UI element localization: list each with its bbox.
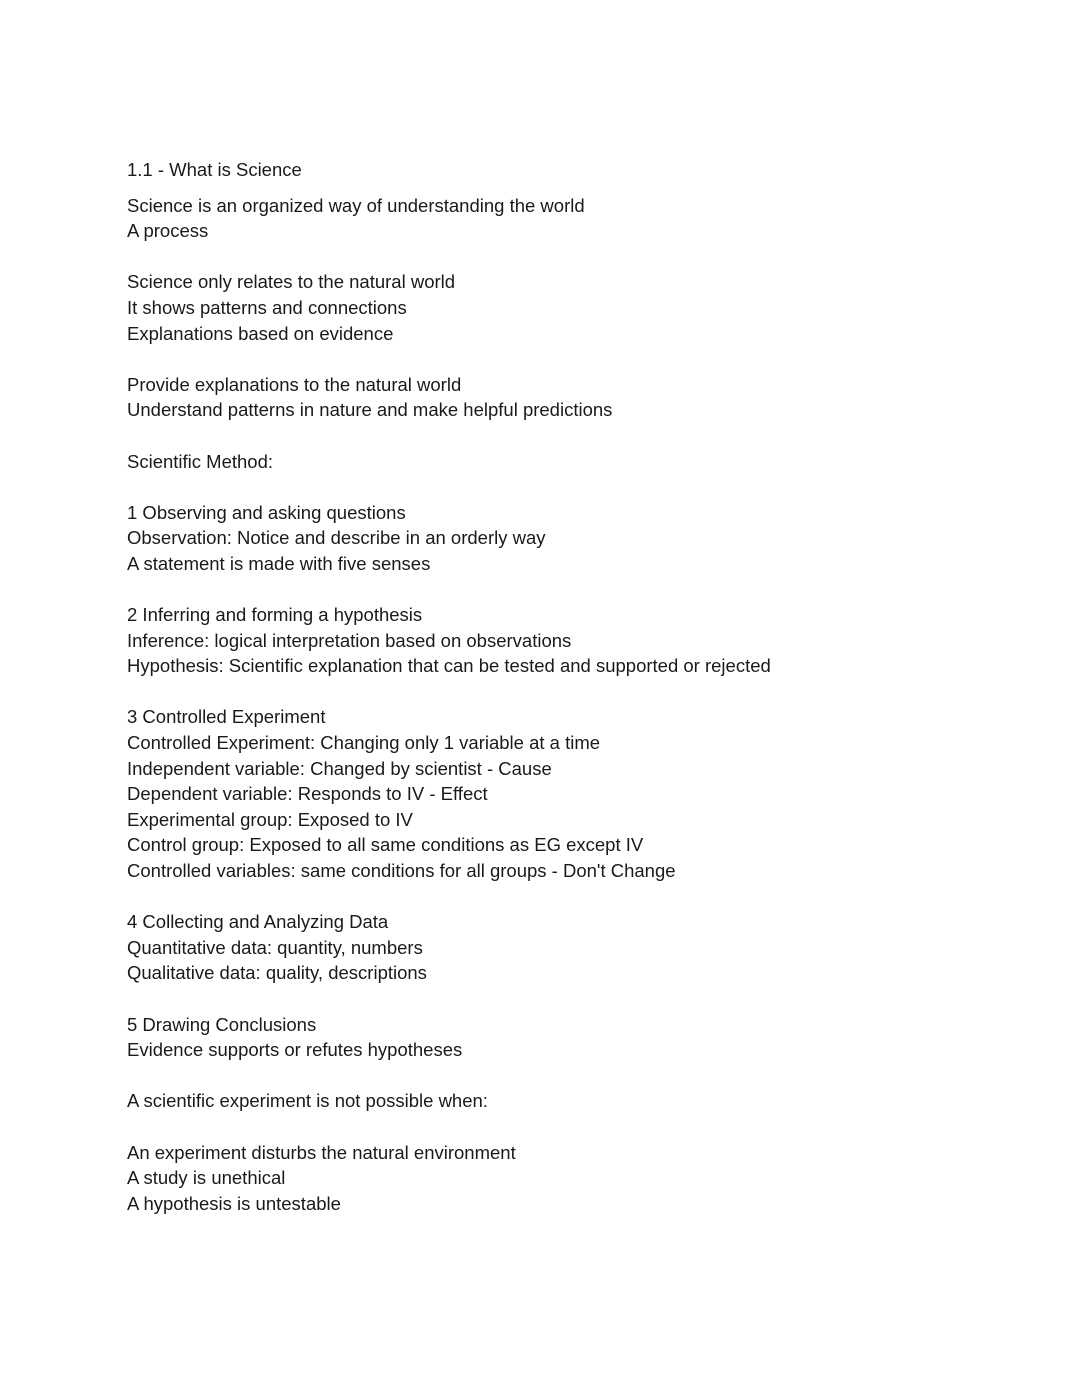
text-line: Controlled variables: same conditions for all groups - Don't Change (127, 860, 676, 882)
text-line: Quantitative data: quantity, numbers (127, 936, 423, 958)
step-data (127, 909, 1027, 986)
step-observing (127, 500, 1027, 577)
text-line: Control group: Exposed to all same conditions as EG except IV (127, 834, 644, 856)
text-line: Controlled Experiment: Changing only 1 variable at a time (127, 732, 601, 754)
step-controlled-experiment (127, 704, 1027, 883)
section-heading: A scientific experiment is not possible when: (127, 1090, 488, 1112)
document-title: 1.1 - What is Science (127, 159, 302, 180)
paragraph-limitations (127, 1140, 1027, 1217)
text-line: Provide explanations to the natural world (127, 373, 462, 395)
paragraph-definition (127, 193, 1027, 244)
step-heading: 1 Observing and asking questions (127, 501, 406, 523)
text-line: An experiment disturbs the natural environment (127, 1141, 516, 1163)
text-line: Hypothesis: Scientific explanation that can be tested and supported or rejected (127, 655, 771, 677)
step-conclusions (127, 1012, 1027, 1063)
text-line: A hypothesis is untestable (127, 1192, 341, 1214)
text-line: Qualitative data: quality, descriptions (127, 962, 427, 984)
text-line: Dependent variable: Responds to IV - Effect (127, 783, 488, 805)
text-line: Understand patterns in nature and make helpful predictions (127, 399, 613, 421)
section-heading-not-possible (127, 1088, 1027, 1114)
text-line: A study is unethical (127, 1167, 286, 1189)
text-line: It shows patterns and connections (127, 296, 407, 318)
step-heading: 4 Collecting and Analyzing Data (127, 911, 389, 933)
text-line: Evidence supports or refutes hypotheses (127, 1039, 463, 1061)
text-line: Independent variable: Changed by scientist - Cause (127, 757, 552, 779)
document-body (127, 157, 1027, 1242)
paragraph-goals (127, 372, 1027, 423)
text-line: Experimental group: Exposed to IV (127, 808, 413, 830)
text-line: Science is an organized way of understanding the world (127, 194, 585, 216)
section-heading: Scientific Method: (127, 450, 274, 472)
step-heading: 3 Controlled Experiment (127, 706, 326, 728)
text-line: Explanations based on evidence (127, 322, 394, 344)
text-line: A statement is made with five senses (127, 552, 431, 574)
paragraph-natural-world (127, 269, 1027, 346)
text-line: Science only relates to the natural world (127, 271, 456, 293)
text-line: Inference: logical interpretation based on observations (127, 629, 572, 651)
text-line: Observation: Notice and describe in an orderly way (127, 527, 546, 549)
step-heading: 5 Drawing Conclusions (127, 1013, 317, 1035)
text-line: A process (127, 220, 209, 242)
section-heading-scientific-method (127, 449, 1027, 475)
step-heading: 2 Inferring and forming a hypothesis (127, 604, 423, 626)
step-hypothesis (127, 602, 1027, 679)
